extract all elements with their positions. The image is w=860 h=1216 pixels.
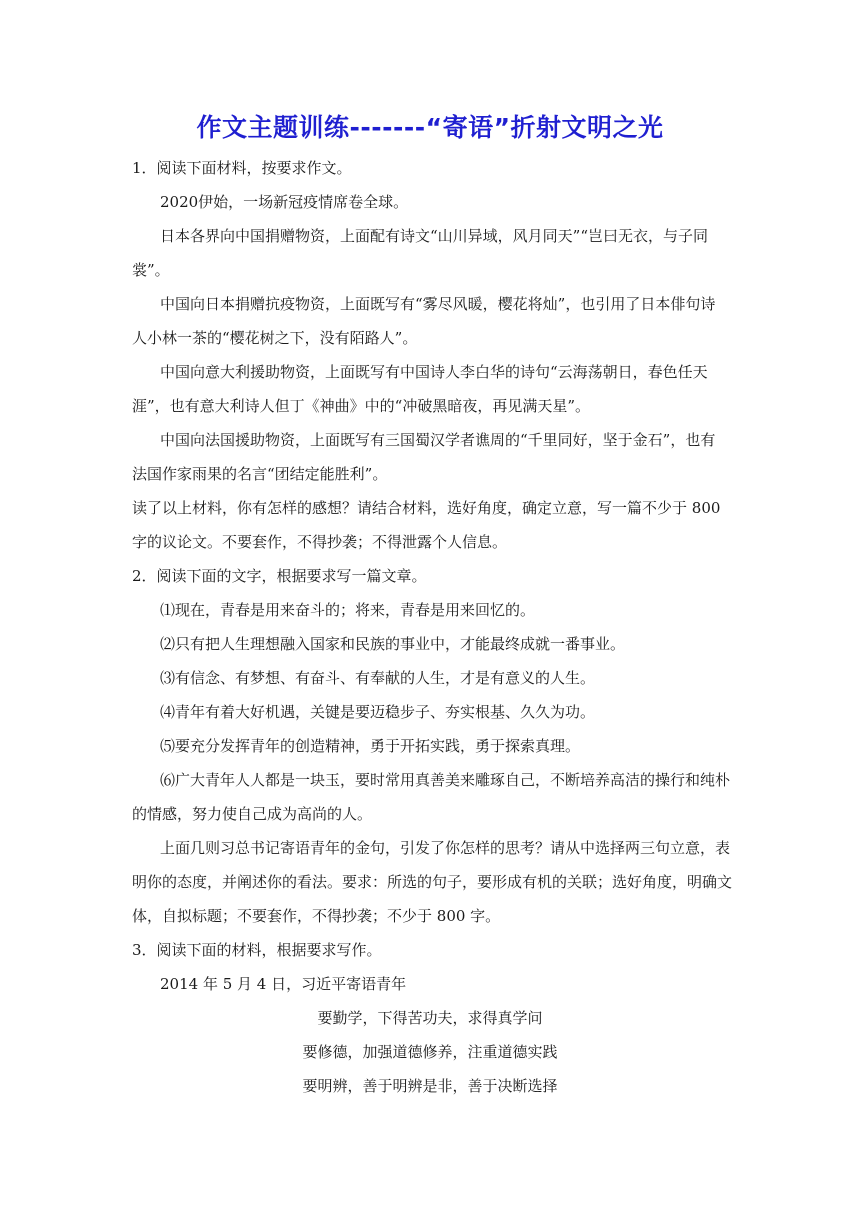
quote-item: 的情感，努力使自己成为高尚的人。 — [132, 805, 373, 823]
paragraph: 2020伊始，一场新冠疫情席卷全球。 — [160, 193, 409, 211]
quote-item: ⑸要充分发挥青年的创造精神，勇于开拓实践，勇于探索真理。 — [160, 737, 581, 755]
paragraph: 明你的态度，并阐述你的看法。要求：所选的句子，要形成有机的关联；选好角度，明确文 — [132, 873, 733, 891]
paragraph: 读了以上材料，你有怎样的感想？请结合材料，选好角度，确定立意，写一篇不少于 800 — [132, 499, 721, 517]
paragraph: 人小林一茶的“樱花树之下，没有陌路人”。 — [132, 329, 418, 347]
paragraph: 字的议论文。不要套作，不得抄袭；不得泄露个人信息。 — [132, 533, 508, 551]
quote-item: ⑴现在，青春是用来奋斗的；将来，青春是用来回忆的。 — [160, 601, 536, 619]
paragraph: 中国向法国援助物资，上面既写有三国蜀汉学者谯周的“千里同好，坚于金石”，也有 — [160, 431, 716, 449]
centered-quote: 要勤学，下得苦功夫，求得真学问 — [317, 1009, 543, 1027]
question-3-heading: 3．阅读下面的材料，根据要求写作。 — [132, 941, 382, 959]
centered-quote: 要明辨，善于明辨是非，善于决断选择 — [302, 1077, 558, 1095]
page-title: 作文主题训练-------“寄语”折射文明之光 — [196, 113, 664, 142]
centered-quote: 要修德，加强道德修养，注重道德实践 — [302, 1043, 558, 1061]
quote-item: ⑶有信念、有梦想、有奋斗、有奉献的人生，才是有意义的人生。 — [160, 669, 596, 687]
paragraph: 上面几则习总书记寄语青年的金句，引发了你怎样的思考？请从中选择两三句立意，表 — [160, 839, 731, 857]
paragraph: 中国向日本捐赠抗疫物资，上面既写有“雾尽风暖，樱花将灿”，也引用了日本俳句诗 — [160, 295, 716, 313]
quote-item: ⑵只有把人生理想融入国家和民族的事业中，才能最终成就一番事业。 — [160, 635, 626, 653]
quote-item: ⑹广大青年人人都是一块玉，要时常用真善美来雕琢自己，不断培养高洁的操行和纯朴 — [160, 771, 731, 789]
paragraph: 日本各界向中国捐赠物资，上面配有诗文“山川异域，风月同天”“岂曰无衣，与子同 — [160, 227, 709, 245]
question-2-heading: 2．阅读下面的文字，根据要求写一篇文章。 — [132, 567, 427, 585]
paragraph: 2014 年 5 月 4 日，习近平寄语青年 — [160, 975, 407, 993]
paragraph: 涯”，也有意大利诗人但丁《神曲》中的“冲破黑暗夜，再见满天星”。 — [132, 397, 591, 415]
question-1-heading: 1．阅读下面材料，按要求作文。 — [132, 159, 352, 177]
paragraph: 法国作家雨果的名言“团结定能胜利”。 — [132, 465, 388, 483]
paragraph: 体，自拟标题；不要套作，不得抄袭；不少于 800 字。 — [132, 907, 501, 925]
paragraph: 中国向意大利援助物资，上面既写有中国诗人李白华的诗句“云海荡朝日，春色任天 — [160, 363, 708, 381]
paragraph: 裳”。 — [132, 261, 170, 279]
quote-item: ⑷青年有着大好机遇，关键是要迈稳步子、夯实根基、久久为功。 — [160, 703, 596, 721]
